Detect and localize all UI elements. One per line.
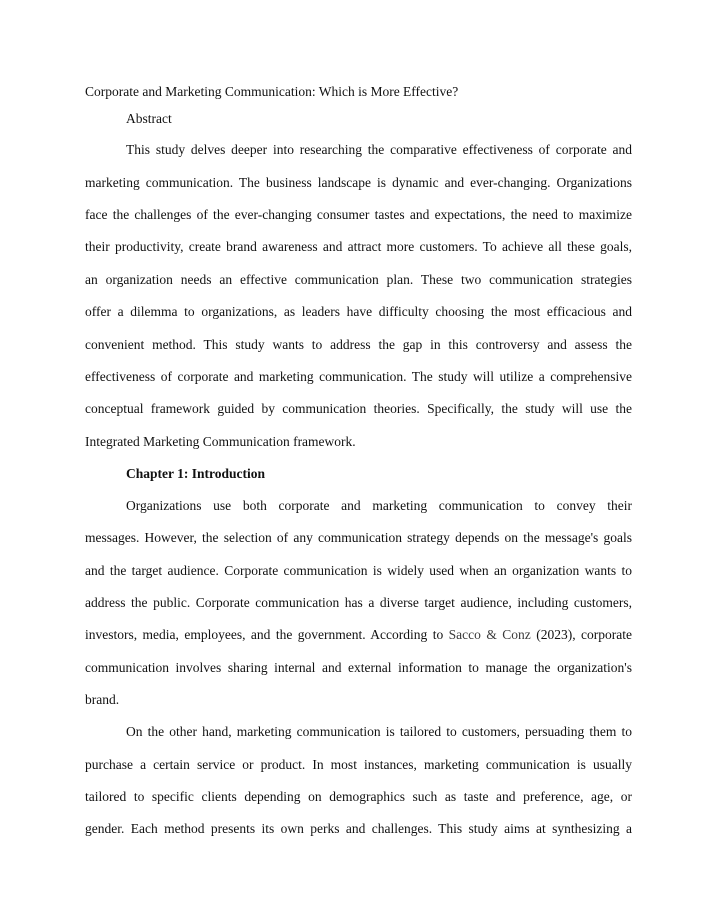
abstract-line: This study delves deeper into researching the comparative effectiveness of corporate and: [126, 142, 632, 157]
abstract-line: an organization needs an effective communication plan. These two communication strategies: [85, 272, 632, 287]
abstract-line: Integrated Marketing Communication framework.: [85, 434, 356, 449]
second-para-line: On the other hand, marketing communication is tailored to customers, persuading them to: [126, 724, 632, 739]
abstract-line: offer a dilemma to organizations, as leaders have difficulty choosing the most efficacious and: [85, 304, 632, 319]
intro-line: messages. However, the selection of any communication strategy depends on the message's goals: [85, 530, 632, 545]
intro-line: address the public. Corporate communication has a diverse target audience, including customers,: [85, 595, 632, 610]
intro-line: Organizations use both corporate and marketing communication to convey their: [126, 498, 632, 513]
abstract-line: convenient method. This study wants to address the gap in this controversy and assess the: [85, 337, 632, 352]
intro-line-with-citation: [85, 628, 632, 642]
abstract-line: face the challenges of the ever-changing consumer tastes and expectations, the need to maximize: [85, 207, 632, 222]
document-title: Corporate and Marketing Communication: Which is More Effective?: [85, 84, 459, 99]
abstract-line: conceptual framework guided by communication theories. Specifically, the study will use the: [85, 401, 632, 416]
abstract-heading: Abstract: [126, 111, 172, 126]
intro-text-before-citation: investors, media, employees, and the government. According to: [85, 627, 449, 642]
second-para-line: tailored to specific clients depending on demographics such as taste and preference, age, or: [85, 789, 632, 804]
abstract-line: effectiveness of corporate and marketing communication. The study will utilize a comprehensive: [85, 369, 632, 384]
second-para-line: purchase a certain service or product. In most instances, marketing communication is usually: [85, 757, 632, 772]
chapter-heading: Chapter 1: Introduction: [126, 466, 266, 481]
citation-link: Sacco & Conz: [448, 627, 531, 642]
intro-text-after-citation: (2023), corporate: [530, 627, 632, 642]
abstract-line: marketing communication. The business landscape is dynamic and ever-changing. Organizations: [85, 175, 632, 190]
second-para-line: gender. Each method presents its own perks and challenges. This study aims at synthesizing a: [85, 821, 632, 836]
intro-line: and the target audience. Corporate communication is widely used when an organization wants to: [85, 563, 632, 578]
intro-line: communication involves sharing internal and external information to manage the organization's: [85, 660, 632, 675]
abstract-line: their productivity, create brand awareness and attract more customers. To achieve all these goals,: [85, 239, 632, 254]
intro-line: brand.: [85, 692, 120, 707]
